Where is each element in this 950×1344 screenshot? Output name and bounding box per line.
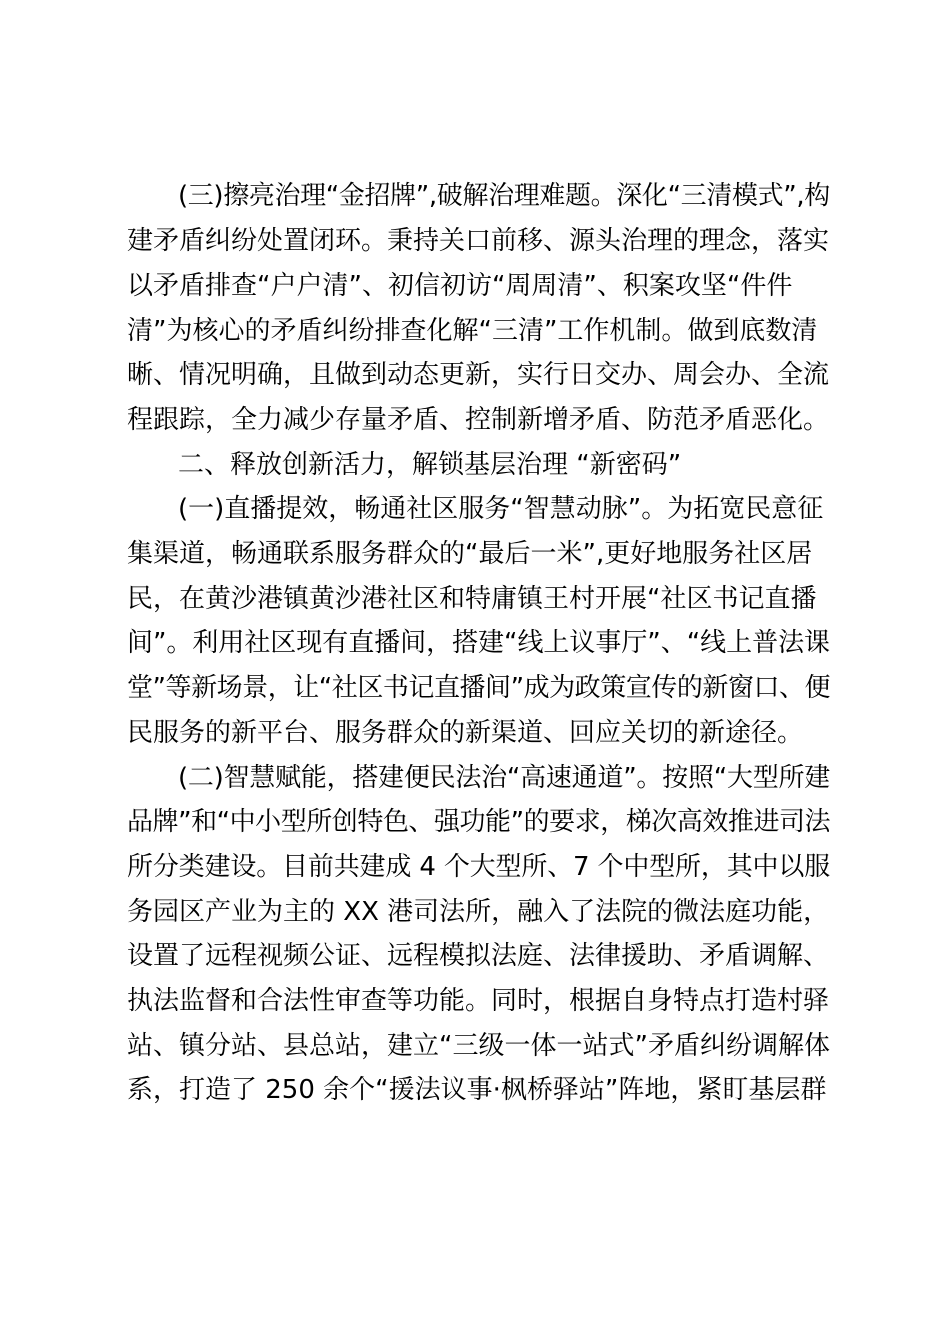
- section-heading: 二、释放创新活力，解锁基层治理 “新密码”: [178, 450, 682, 480]
- paragraph-line: 建矛盾纠纷处置闭环。秉持关口前移、源头治理的理念，落实: [127, 226, 830, 256]
- paragraph-line: 集渠道，畅通联系服务群众的“最后一米”,更好地服务社区居: [127, 539, 813, 569]
- paragraph-line: 设置了远程视频公证、远程模拟法庭、法律援助、矛盾调解、: [127, 941, 830, 971]
- paragraph-line: 系，打造了 250 余个“援法议事·枫桥驿站”阵地，紧盯基层群: [127, 1075, 827, 1105]
- paragraph-line: (二)智慧赋能，搭建便民法治“高速通道”。按照“大型所建: [178, 763, 830, 793]
- paragraph-line: 以矛盾排查“户户清”、初信初访“周周清”、积案攻坚“件件: [127, 271, 793, 301]
- paragraph-line: (三)擦亮治理“金招牌”,破解治理难题。深化“三清模式”,构: [178, 181, 830, 211]
- paragraph-line: (一)直播提效，畅通社区服务“智慧动脉”。为拓宽民意征: [178, 494, 824, 524]
- paragraph-line: 所分类建设。目前共建成 4 个大型所、7 个中型所，其中以服: [127, 852, 831, 882]
- paragraph-line: 民服务的新平台、服务群众的新渠道、回应关切的新途径。: [127, 718, 804, 748]
- paragraph-line: 品牌”和“中小型所创特色、强功能”的要求，梯次高效推进司法: [127, 807, 831, 837]
- paragraph-line: 务园区产业为主的 XX 港司法所，融入了法院的微法庭功能，: [127, 897, 830, 927]
- paragraph-line: 清”为核心的矛盾纠纷排查化解“三清”工作机制。做到底数清: [127, 316, 818, 346]
- paragraph-line: 程跟踪，全力减少存量矛盾、控制新增矛盾、防范矛盾恶化。: [127, 405, 830, 435]
- paragraph-line: 间”。利用社区现有直播间，搭建“线上议事厅”、“线上普法课: [127, 628, 831, 658]
- paragraph-line: 堂”等新场景，让“社区书记直播间”成为政策宣传的新窗口、便: [127, 673, 831, 703]
- paragraph-line: 执法监督和合法性审查等功能。同时，根据自身特点打造村驿: [127, 986, 830, 1016]
- paragraph-line: 晰、情况明确，且做到动态更新，实行日交办、周会办、全流: [127, 360, 830, 390]
- paragraph-line: 民，在黄沙港镇黄沙港社区和特庸镇王村开展“社区书记直播: [127, 584, 817, 614]
- paragraph-line: 站、镇分站、县总站，建立“三级一体一站式”矛盾纠纷调解体: [127, 1031, 830, 1061]
